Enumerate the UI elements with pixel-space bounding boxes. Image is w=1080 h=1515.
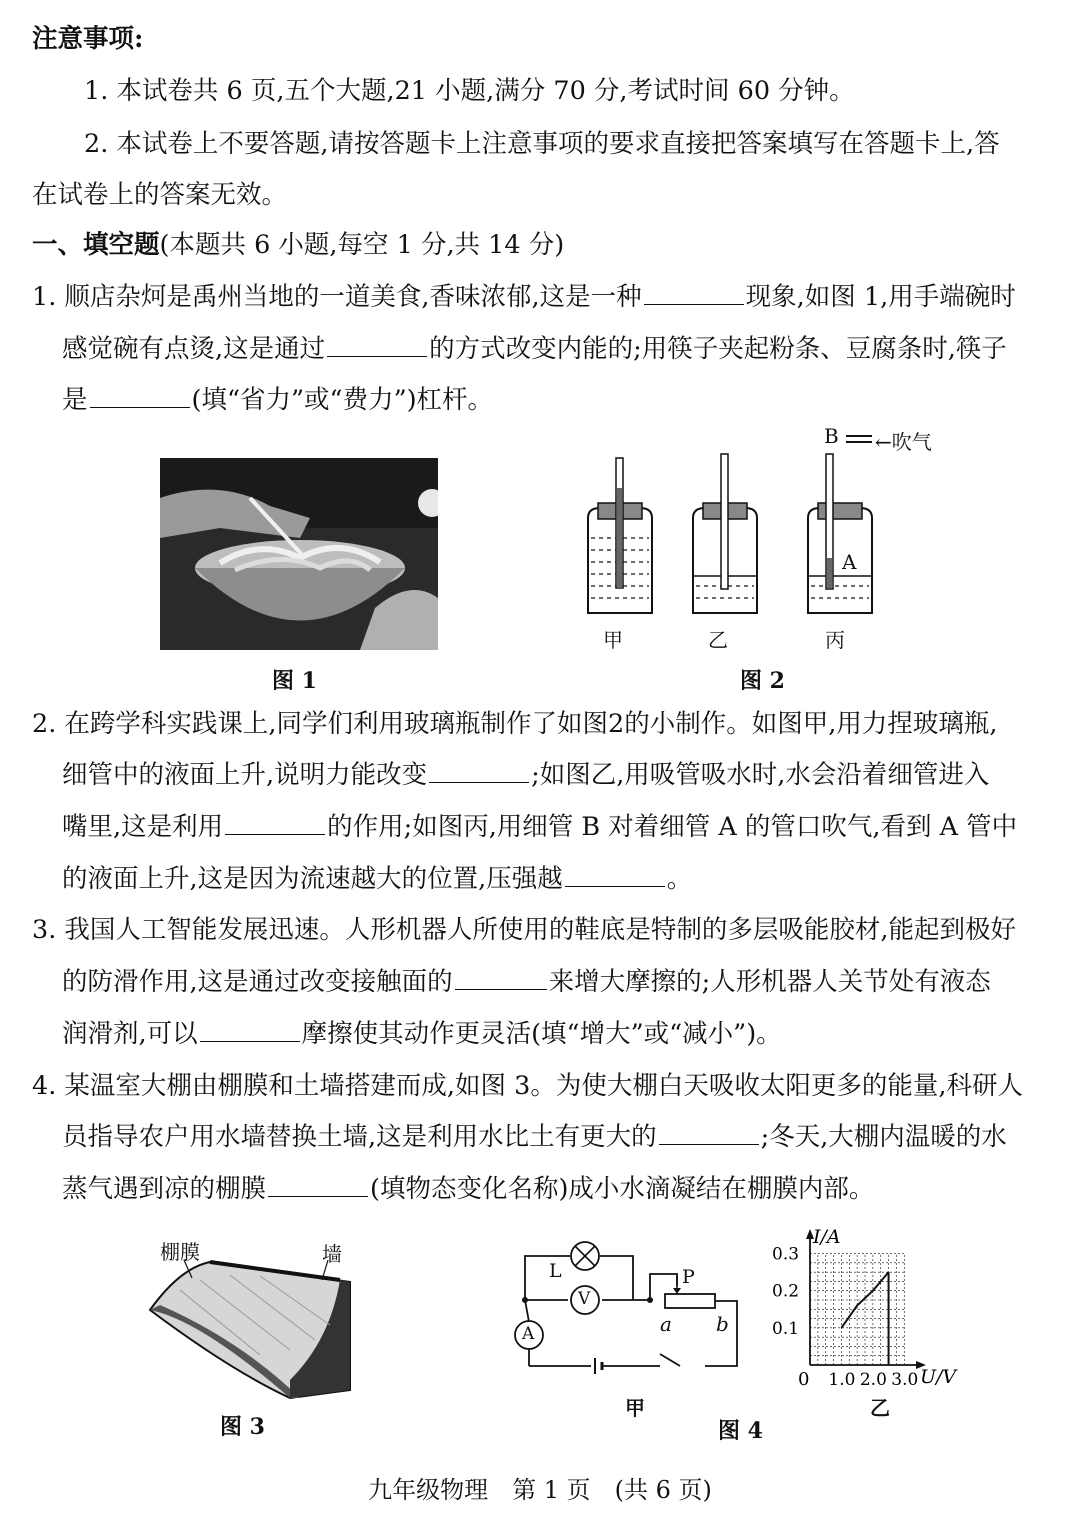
tube-b-label: B: [824, 424, 839, 448]
bottle-bing: [808, 436, 872, 613]
notice-item-1: 1. 本试卷共 6 页,五个大题,21 小题,满分 70 分,考试时间 60 分钟。: [84, 76, 855, 106]
q2-line-1: 2. 在跨学科实践课上,同学们利用玻璃瓶制作了如图2的小制作。如图甲,用力捏玻璃瓶,: [32, 709, 998, 739]
q2-line-4: 的液面上升,这是因为流速越大的位置,压强越 。: [62, 864, 693, 894]
end-b-label: b: [716, 1312, 729, 1336]
answer-blank: [429, 760, 529, 783]
q2-line-2: 细管中的液面上升,说明力能改变 ;如图乙,用吸管吸水时,水会沿着细管进入: [62, 760, 990, 790]
answer-blank: [200, 1019, 300, 1042]
answer-blank: [455, 967, 547, 990]
answer-blank: [327, 334, 427, 357]
y-tick-label: 0.3: [772, 1244, 800, 1265]
q4-line-3: 蒸气遇到凉的棚膜 (填物态变化名称)成小水滴凝结在棚膜内部。: [62, 1174, 875, 1204]
y-axis-label: I/A: [813, 1226, 841, 1248]
figure-2-caption: 图 2: [740, 668, 785, 694]
q2-line-3: 嘴里,这是利用 的作用;如图丙,用细管 B 对着细管 A 的管口吹气,看到 A 管中: [62, 812, 1018, 842]
x-tick-label: 1.0: [828, 1370, 856, 1390]
x-tick-label: 3.0: [891, 1370, 919, 1390]
q3-line-3: 润滑剂,可以 摩擦使其动作更灵活(填“增大”或“减小”)。: [62, 1019, 782, 1049]
q1-line-3: 是 (填“省力”或“费力”)杠杆。: [62, 385, 494, 415]
film-label: 棚膜: [160, 1240, 200, 1264]
bottle-bing-label: 丙: [825, 628, 845, 652]
answer-blank: [659, 1122, 759, 1145]
end-a-label: a: [660, 1312, 672, 1336]
voltmeter-label: V: [578, 1289, 591, 1309]
q3-line-2: 的防滑作用,这是通过改变接触面的 来增大摩擦的;人形机器人关节处有液态: [62, 967, 991, 997]
notice-title: 注意事项:: [32, 24, 144, 54]
q4-line-2: 员指导农户用水墙替换土墙,这是利用水比土有更大的 ;冬天,大棚内温暖的水: [62, 1122, 1007, 1152]
figure-3-greenhouse: [140, 1250, 360, 1400]
notice-item-2-line-1: 2. 本试卷上不要答题,请按答题卡上注意事项的要求直接把答案填写在答题卡上,答: [84, 129, 1000, 159]
figure-4-sub-yi: 乙: [870, 1396, 890, 1420]
answer-blank: [644, 282, 744, 305]
page-footer: 九年级物理 第 1 页 (共 6 页): [368, 1476, 712, 1504]
blow-label: ←吹气: [875, 430, 932, 454]
figure-4-iu-graph: [770, 1225, 1010, 1395]
answer-blank: [225, 812, 325, 835]
section-heading: [32, 228, 564, 262]
tube-a-label: A: [842, 550, 857, 574]
figure-4-caption: 图 4: [718, 1418, 763, 1444]
chart-grid: [810, 1254, 904, 1365]
stopper: [818, 503, 862, 519]
y-tick-label: 0.1: [772, 1318, 800, 1339]
bottle-jia-label: 甲: [603, 628, 623, 652]
wall-label: 墙: [322, 1242, 342, 1266]
switch: [660, 1354, 680, 1366]
answer-blank: [90, 385, 190, 408]
bottle-yi-label: 乙: [708, 628, 728, 652]
slider-label: P: [682, 1266, 695, 1288]
rheostat: [665, 1294, 715, 1308]
section-description: (本题共 6 小题,每空 1 分,共 14 分): [159, 230, 565, 260]
figure-1-photo: [160, 458, 438, 650]
straw: [721, 454, 728, 589]
origin-label: 0: [798, 1369, 810, 1390]
bottle-yi: [693, 454, 757, 613]
q1-line-1: 1. 顺店杂炣是禹州当地的一道美食,香味浓郁,这是一种 现象,如图 1,用手端碗时: [32, 282, 1016, 312]
q4-line-1: 4. 某温室大棚由棚膜和土墙搭建而成,如图 3。为使大棚白天吸收太阳更多的能量,科研人: [32, 1071, 1023, 1101]
figure-1-caption: 图 1: [272, 668, 317, 694]
figure-4-sub-jia: 甲: [625, 1396, 645, 1420]
notice-item-2-line-2: 在试卷上的答案无效。: [32, 180, 288, 210]
x-axis-label: U/V: [920, 1366, 957, 1388]
ammeter-label: A: [522, 1324, 535, 1344]
figure-3-caption: 图 3: [220, 1414, 265, 1440]
lamp-label: L: [549, 1260, 562, 1282]
answer-blank: [268, 1174, 368, 1197]
q3-line-1: 3. 我国人工智能发展迅速。人形机器人所使用的鞋底是特制的多层吸能胶材,能起到极好: [32, 915, 1017, 945]
x-tick-label: 2.0: [859, 1370, 887, 1390]
bottle-jia: [588, 458, 652, 613]
y-tick-label: 0.2: [772, 1281, 800, 1302]
q1-line-2: 感觉碗有点烫,这是通过 的方式改变内能的;用筷子夹起粉条、豆腐条时,筷子: [62, 334, 1007, 364]
answer-blank: [565, 864, 665, 887]
section-title: 一、填空题: [32, 230, 160, 260]
slider-arrow: [673, 1288, 681, 1294]
